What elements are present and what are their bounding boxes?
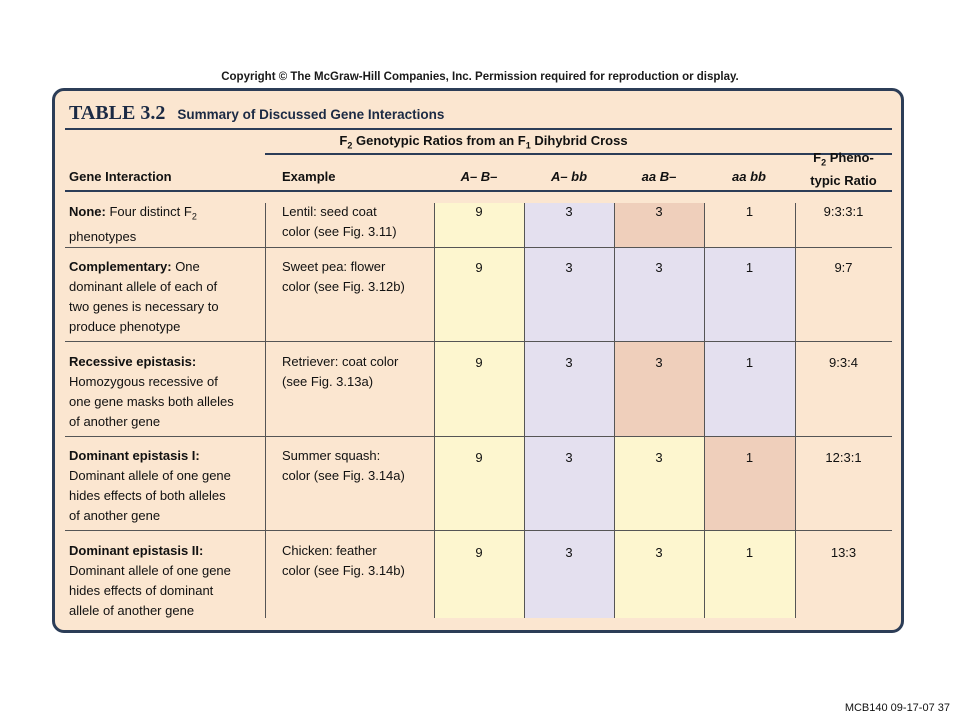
row-2-value-1: 9	[475, 260, 483, 275]
grid-hline-3	[65, 436, 892, 437]
row-5-value-3: 3	[655, 545, 663, 560]
row-3-example: Retriever: coat color (see Fig. 3.13a)	[282, 354, 399, 389]
row-5-value-1: 9	[475, 545, 483, 560]
row-4-value-3: 3	[655, 450, 663, 465]
table-number: TABLE 3.2	[69, 102, 166, 124]
table-panel	[52, 88, 904, 633]
grid-hline-2	[65, 341, 892, 342]
row-4-interaction: Dominant epistasis I: Dominant allele of one gene hides effects of both alleles of another gene	[69, 448, 231, 523]
header-rule	[65, 190, 892, 192]
col-header-genotype-1: A– B–	[460, 169, 498, 184]
row-1-example: Lentil: seed coat color (see Fig. 3.11)	[282, 204, 397, 239]
row-1-ratio: 9:3:3:1	[823, 204, 864, 219]
row-4-value-2: 3	[565, 450, 573, 465]
grid-hline-4	[65, 530, 892, 531]
row-5-value-4: 1	[745, 545, 754, 560]
row-2-ratio: 9:7	[834, 260, 853, 275]
col-header-genotype-3: aa B–	[641, 169, 677, 184]
row-4-example: Summer squash: color (see Fig. 3.14a)	[282, 448, 405, 483]
table-title	[69, 102, 444, 125]
row-2-value-2: 3	[565, 260, 573, 275]
row-5-value-2: 3	[565, 545, 573, 560]
col-header-phenotypic-ratio: $F_2$ Pheno- typic Ratio	[810, 150, 877, 188]
row-3-value-1: 9	[475, 355, 483, 370]
row-5-interaction: Dominant epistasis II: Dominant allele of one gene hides effects of dominant allele of another gene	[69, 543, 231, 618]
copyright-notice: Copyright © The McGraw-Hill Companies, Inc. Permission required for reproduction or display.	[221, 71, 739, 83]
title-rule	[65, 128, 892, 130]
col-header-example: Example	[282, 169, 336, 184]
grid-hline-1	[65, 247, 892, 248]
row-1-value-1: 9	[475, 204, 483, 219]
row-3-value-3: 3	[655, 355, 663, 370]
row-2-value-4: 1	[745, 260, 754, 275]
row-1-value-3: 3	[655, 204, 663, 219]
col-header-gene-interaction: Gene Interaction	[69, 169, 172, 184]
row-3-value-4: 1	[745, 355, 754, 370]
row-3-value-2: 3	[565, 355, 573, 370]
row-4-value-4: 1	[745, 450, 754, 465]
row-1-value-4: 1	[745, 204, 754, 219]
row-3-ratio: 9:3:4	[829, 355, 858, 370]
row-4-ratio: 12:3:1	[825, 450, 862, 465]
grid-vline-example	[265, 203, 266, 618]
row-5-ratio: 13:3	[830, 545, 857, 560]
row-2-example: Sweet pea: flower color (see Fig. 3.12b)	[282, 259, 405, 294]
row-2-interaction: Complementary: One dominant allele of each of two genes is necessary to produce phenotype	[69, 259, 219, 334]
row-3-interaction: Recessive epistasis: Homozygous recessive of one gene masks both alleles of another gene	[69, 354, 234, 429]
row-2-value-3: 3	[655, 260, 663, 275]
col-header-genotype-2: A– bb	[550, 169, 588, 184]
fill-r5-c4	[704, 530, 795, 618]
fill-r5-c3	[614, 530, 704, 618]
slide-footer: MCB140 09-17-07 37	[844, 702, 950, 714]
genotypic-ratios-header: $F_2$ Genotypic Ratios from an $F_1$ Dihybrid Cross	[339, 133, 628, 151]
col-header-genotype-4: aa bb	[732, 169, 766, 184]
row-1-value-2: 3	[565, 204, 573, 219]
table-caption: Summary of Discussed Gene Interactions	[177, 107, 445, 122]
row-4-value-1: 9	[475, 450, 483, 465]
row-1-interaction: None: Four distinct $F_2$ phenotypes	[69, 204, 197, 244]
row-5-example: Chicken: feather color (see Fig. 3.14b)	[282, 543, 405, 578]
